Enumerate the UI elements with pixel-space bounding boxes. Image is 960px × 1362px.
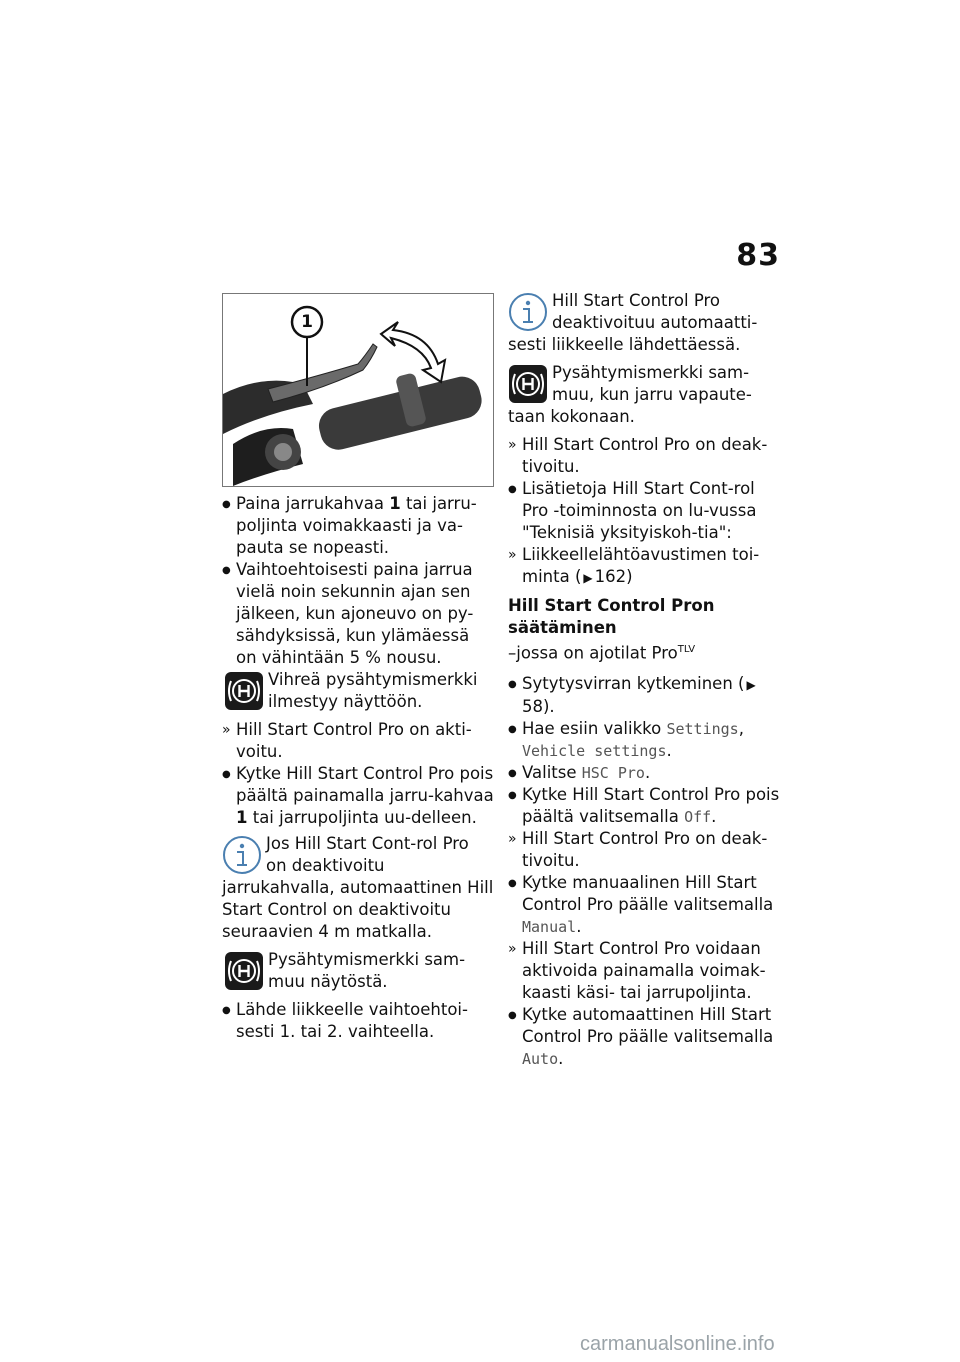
result-arrow-icon: »	[508, 830, 517, 847]
hill-hold-indicator-icon	[224, 951, 264, 991]
left-column	[222, 293, 494, 1043]
result-arrow-icon: »	[508, 437, 517, 453]
bullet-icon: ●	[508, 877, 517, 889]
hill-hold-indicator-icon	[508, 364, 548, 404]
bullet-icon: ●	[508, 767, 517, 779]
result-arrow-icon: »	[508, 547, 517, 563]
result-item: » Hill Start Control Pro on akti-voitu.	[222, 720, 472, 761]
info-icon	[508, 292, 548, 332]
result-arrow-icon: »	[508, 940, 517, 957]
result-item: » Liikkeellelähtöavustimen toi-minta ( ▶ 162)	[508, 544, 780, 589]
list-item: ● Kytke Hill Start Control Pro pois päältä valitsemalla Off.	[508, 784, 780, 826]
handlebar-brake-lever-figure	[222, 293, 494, 487]
list-item: ● Paina jarrukahvaa 1 tai jarru-poljinta voimakkaasti ja va-pauta se nopeasti.	[222, 494, 477, 557]
page-reference-link[interactable]: 58	[522, 696, 543, 716]
info-icon	[222, 835, 262, 875]
list-item: ● Kytke manuaalinen Hill Start Control Pro päälle valitsemalla Manual.	[508, 872, 774, 936]
list-item: ● Kytke Hill Start Control Pro pois päältä painamalla jarru-kahvaa 1 tai jarrupoljinta uu-delleen.	[222, 764, 494, 827]
result-item: » Hill Start Control Pro on deak-tivoitu.	[508, 828, 768, 870]
bullet-icon: ●	[508, 484, 517, 495]
right-column	[508, 290, 780, 1070]
list-item: ● Kytke automaattinen Hill Start Control Pro päälle valitsemalla Auto.	[508, 1004, 774, 1068]
indicator-note: Pysähtymismerkki sam-muu, kun jarru vapaute-taan kokonaan.	[508, 363, 752, 426]
bullet-icon: ●	[508, 723, 517, 735]
bullet-icon: ●	[222, 1005, 231, 1016]
list-item: ● Lisätietoja Hill Start Cont-rol Pro -toiminnosta on lu-vussa "Teknisiä yksityiskoh-tia":	[508, 479, 757, 542]
bullet-icon: ●	[508, 789, 517, 801]
result-item: » Hill Start Control Pro voidaan aktivoida painamalla voimak-kaasti käsi- tai jarrupoljinta.	[508, 938, 766, 1002]
bullet-icon: ●	[222, 769, 231, 780]
result-arrow-icon: »	[222, 722, 231, 738]
brake-lever-illustration	[223, 294, 493, 486]
section-heading: Hill Start Control Pron säätäminen	[508, 596, 715, 637]
indicator-note: Pysähtymismerkki sam-muu näytöstä.	[222, 949, 494, 993]
list-item: ● Vaihtoehtoisesti paina jarrua vielä noin sekunnin ajan sen jälkeen, kun ajoneuvo on py-sähdyksissä, kun ylämäessä on vähintään 5 % nousu.	[222, 560, 474, 667]
bullet-icon: ●	[222, 565, 231, 576]
page-reference-link[interactable]: 162	[594, 567, 627, 586]
bullet-icon: ●	[508, 678, 517, 690]
bullet-icon: ●	[508, 1009, 517, 1021]
callout-1-label: 1	[301, 312, 313, 332]
page-number: 83	[736, 238, 780, 273]
page-reference-arrow-icon: ▶	[746, 677, 756, 692]
bullet-icon: ●	[222, 499, 231, 510]
watermark: carmanualsonline.info	[580, 1333, 775, 1355]
info-note: Jos Hill Start Cont-rol Pro on deaktivoitu jarrukahvalla, automaattinen Hill Start Control on deaktivoitu seuraavien 4 m matkalla.	[222, 834, 494, 941]
result-item: » Hill Start Control Pro on deak-tivoitu.	[508, 435, 768, 476]
info-note: Hill Start Control Pro deaktivoituu automaatti-sesti liikkeelle lähdettäessä.	[508, 291, 758, 354]
list-item: ● Lähde liikkeelle vaihtoehtoi-sesti 1. tai 2. vaihteella.	[222, 1000, 468, 1041]
page-reference-arrow-icon: ▶	[583, 571, 593, 585]
condition-text: –jossa on ajotilat Pro$^{TLV}$	[508, 643, 696, 663]
hill-hold-indicator-icon	[224, 671, 264, 711]
list-item: ● Sytytysvirran kytkeminen ( ▶58).	[508, 673, 756, 716]
list-item: ● Hae esiin valikko Settings, Vehicle settings.	[508, 718, 744, 760]
indicator-note: Vihreä pysähtymismerkki ilmestyy näyttöön.	[222, 669, 494, 713]
list-item: ● Valitse HSC Pro.	[508, 762, 780, 784]
